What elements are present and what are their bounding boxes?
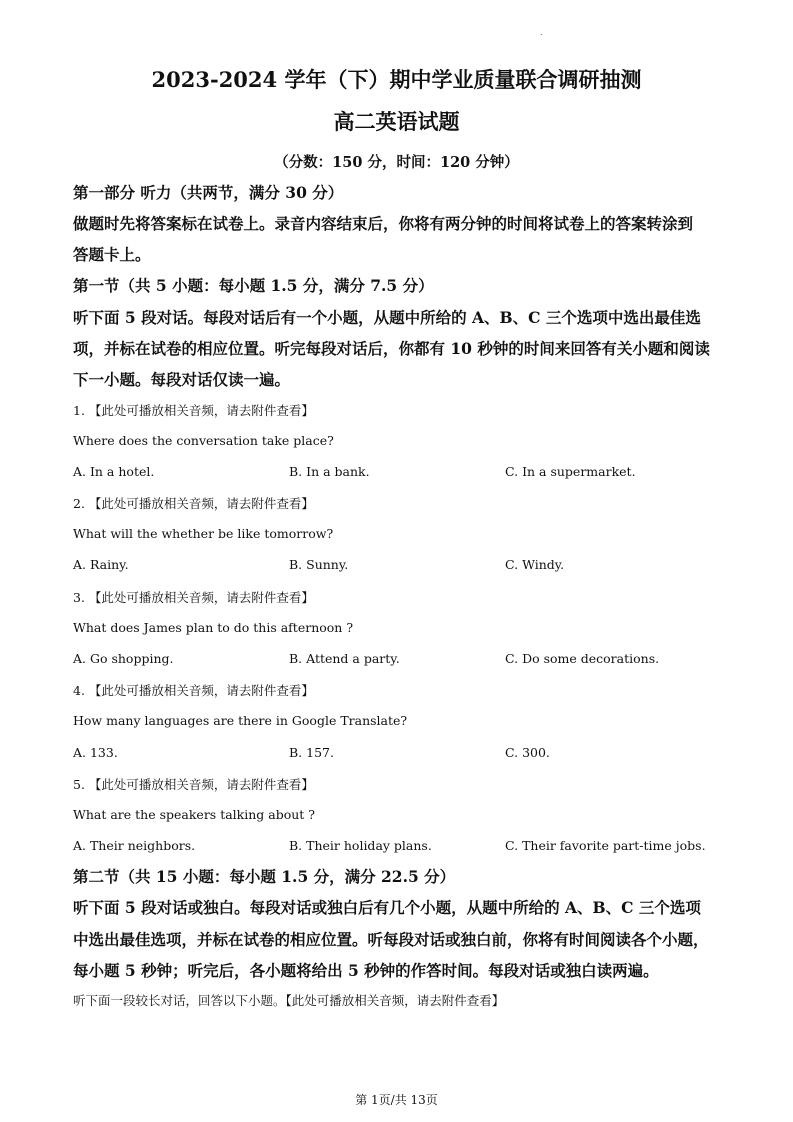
option-b: B. Attend a party. — [289, 651, 400, 666]
option-a: A. Go shopping. — [73, 651, 174, 666]
audio-placeholder: 3. 【此处可播放相关音频，请去附件查看】 — [73, 590, 314, 605]
audio-placeholder: 1. 【此处可播放相关音频，请去附件查看】 — [73, 403, 314, 418]
section2-heading: 第二节（共 15 小题：每小题 1.5 分，满分 22.5 分） — [73, 867, 456, 886]
option-a: A. 133. — [73, 745, 118, 760]
audio-placeholder: 5. 【此处可播放相关音频，请去附件查看】 — [73, 777, 314, 792]
question-text: What will the whether be like tomorrow? — [73, 526, 334, 541]
part1-heading: 第一部分 听力（共两节，满分 30 分） — [73, 183, 344, 202]
section2-instruction-line: 每小题 5 秒钟；听完后，各小题将给出 5 秒钟的作答时间。每段对话或独白读两遍。 — [73, 961, 659, 980]
section2-instruction-line: 中选出最佳选项，并标在试卷的相应位置。听每段对话或独白前，你将有时间阅读各个小题， — [73, 930, 709, 949]
audio-placeholder: 4. 【此处可播放相关音频，请去附件查看】 — [73, 683, 314, 698]
corner-mark: . — [540, 28, 543, 37]
question-text: What does James plan to do this afternoon ? — [73, 620, 354, 635]
part1-instruction-line: 做题时先将答案标在试卷上。录音内容结束后，你将有两分钟的时间将试卷上的答案转涂到 — [73, 214, 694, 233]
page-number: 第 1页/共 13页 — [355, 1093, 438, 1107]
option-a: A. Their neighbors. — [73, 838, 196, 853]
option-b: B. In a bank. — [289, 464, 370, 479]
section1-instruction-line: 项，并标在试卷的相应位置。听完每段对话后，你都有 10 秒钟的时间来回答有关小题和阅读 — [73, 339, 710, 358]
part1-instruction-line: 答题卡上。 — [73, 245, 151, 264]
option-a: A. Rainy. — [73, 557, 129, 572]
option-c: C. In a supermarket. — [505, 464, 636, 479]
exam-subject: 高二英语试题 — [333, 109, 460, 134]
section2-instruction-line: 听下面 5 段对话或独白。每段对话或独白后有几个小题，从题中所给的 A、B、C 三个选项 — [73, 898, 701, 917]
question-text: What are the speakers talking about ? — [73, 807, 315, 822]
option-c: C. Do some decorations. — [505, 651, 660, 666]
audio-placeholder: 2. 【此处可播放相关音频，请去附件查看】 — [73, 496, 314, 511]
section1-instruction-line: 听下面 5 段对话。每段对话后有一个小题，从题中所给的 A、B、C 三个选项中选出最佳选 — [73, 308, 701, 327]
question-text: How many languages are there in Google Translate? — [73, 713, 408, 728]
section2-note: 听下面一段较长对话，回答以下小题。【此处可播放相关音频，请去附件查看】 — [73, 993, 505, 1008]
option-b: B. 157. — [289, 745, 334, 760]
option-c: C. Windy. — [505, 557, 565, 572]
question-text: Where does the conversation take place? — [73, 433, 334, 448]
section1-heading: 第一节（共 5 小题：每小题 1.5 分，满分 7.5 分） — [73, 276, 434, 295]
section1-instruction-line: 下一小题。每段对话仅读一遍。 — [73, 370, 291, 389]
option-b: B. Their holiday plans. — [289, 838, 432, 853]
option-c: C. 300. — [505, 745, 550, 760]
score-info: （分数：150 分，时间：120 分钟） — [274, 154, 519, 171]
exam-title: 2023-2024 学年（下）期中学业质量联合调研抽测 — [151, 67, 642, 92]
option-b: B. Sunny. — [289, 557, 349, 572]
option-a: A. In a hotel. — [73, 464, 155, 479]
option-c: C. Their favorite part-time jobs. — [505, 838, 706, 853]
